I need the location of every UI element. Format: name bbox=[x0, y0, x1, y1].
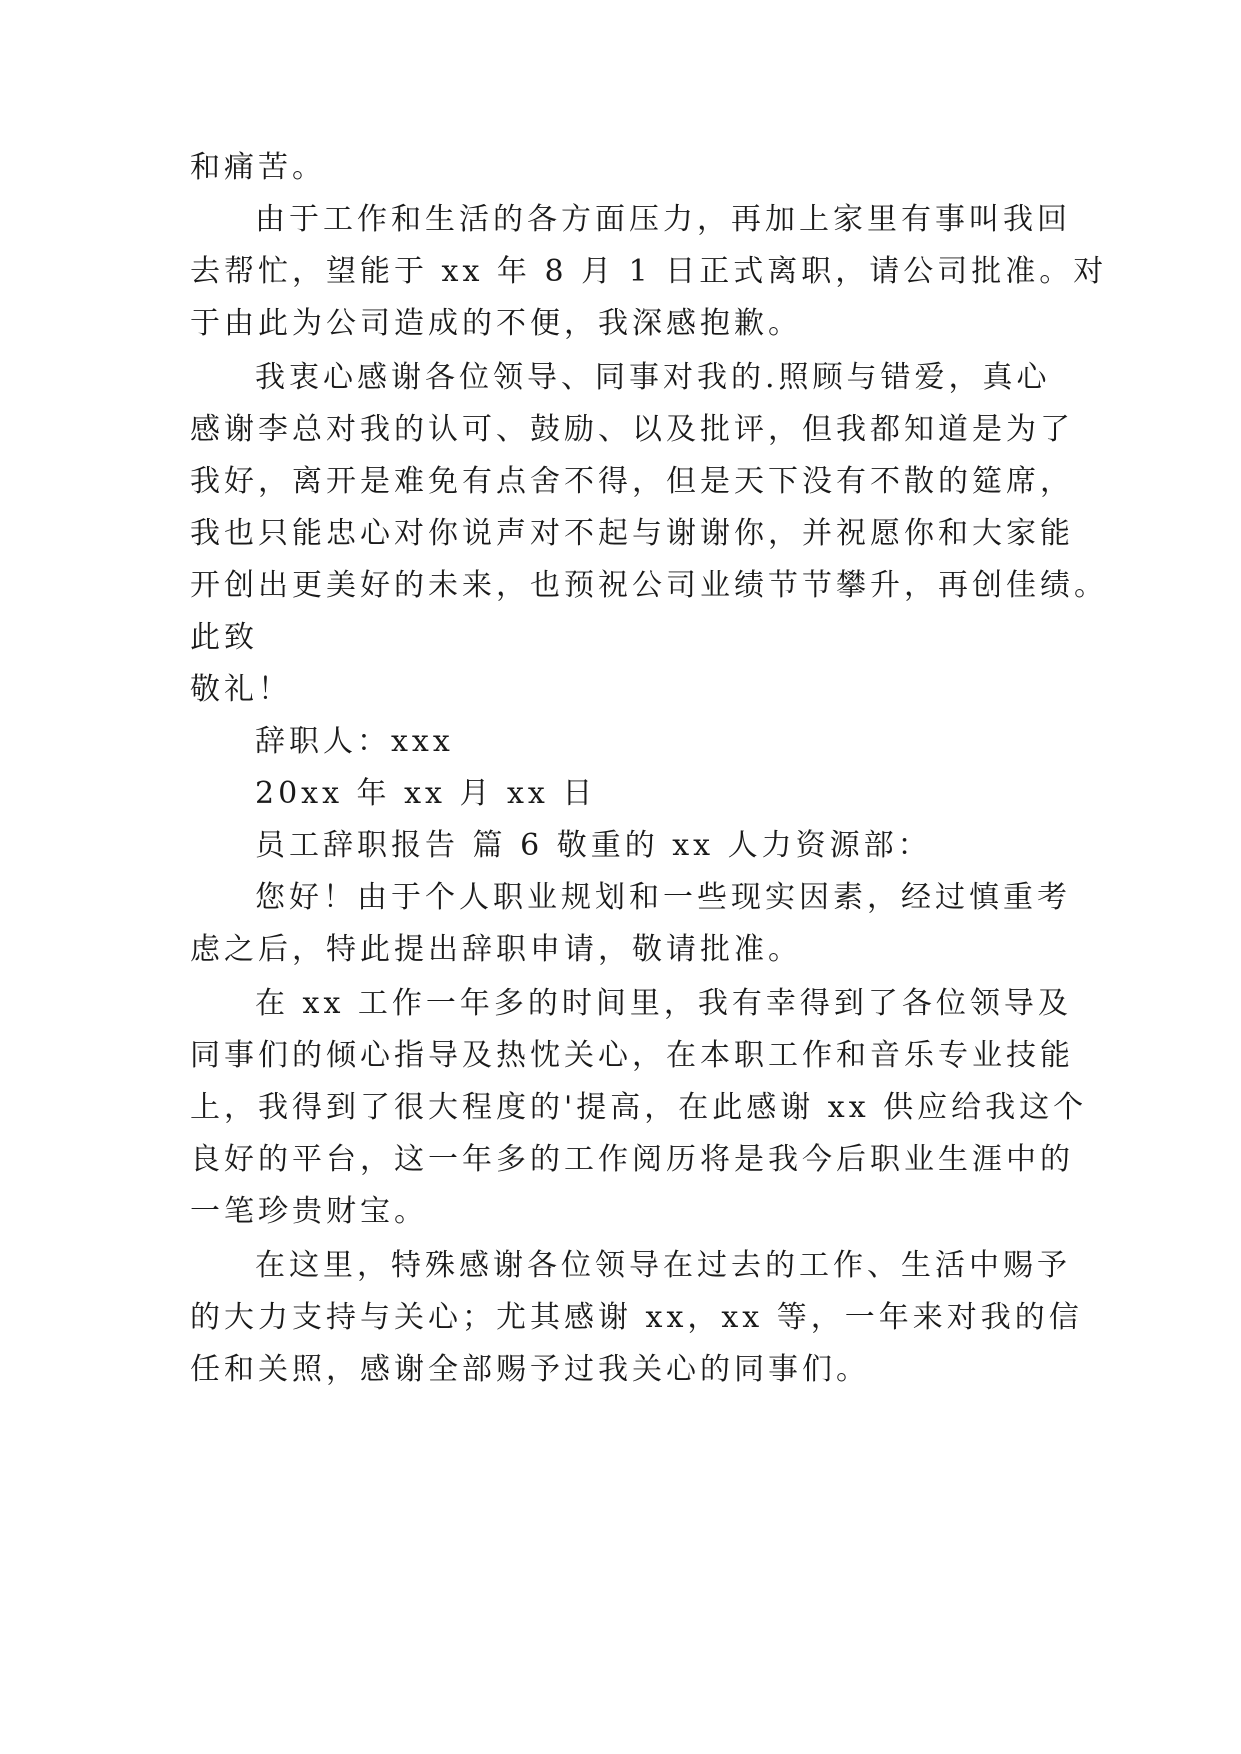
text-line: 我衷心感谢各位领导、同事对我的.照顾与错爱，真心 bbox=[255, 360, 1051, 395]
text-line: 和痛苦。 bbox=[190, 150, 326, 185]
text-line: 在这里，特殊感谢各位领导在过去的工作、生活中赐予 bbox=[255, 1248, 1071, 1283]
text-line: 由于工作和生活的各方面压力，再加上家里有事叫我回 bbox=[255, 202, 1071, 237]
text-line: 去帮忙，望能于 xx 年 8 月 1 日正式离职，请公司批准。对 bbox=[190, 254, 1108, 289]
text-line: 上，我得到了很大程度的'提高，在此感谢 xx 供应给我这个 bbox=[190, 1090, 1088, 1125]
text-line: 一笔珍贵财宝。 bbox=[190, 1194, 428, 1229]
text-line: 任和关照，感谢全部赐予过我关心的同事们。 bbox=[190, 1352, 870, 1387]
text-line: 此致 bbox=[190, 620, 258, 655]
text-line: 在 xx 工作一年多的时间里，我有幸得到了各位领导及 bbox=[255, 986, 1072, 1021]
text-line: 敬礼！ bbox=[190, 672, 292, 707]
text-line: 我好，离开是难免有点舍不得，但是天下没有不散的筵席， bbox=[190, 464, 1074, 499]
text-line: 员工辞职报告 篇 6 敬重的 xx 人力资源部： bbox=[255, 828, 932, 863]
text-line: 同事们的倾心指导及热忱关心，在本职工作和音乐专业技能 bbox=[190, 1038, 1074, 1073]
text-line: 感谢李总对我的认可、鼓励、以及批评，但我都知道是为了 bbox=[190, 412, 1074, 447]
text-line: 的大力支持与关心；尤其感谢 xx，xx 等，一年来对我的信 bbox=[190, 1300, 1083, 1335]
text-line: 虑之后，特此提出辞职申请，敬请批准。 bbox=[190, 932, 802, 967]
text-line: 于由此为公司造成的不便，我深感抱歉。 bbox=[190, 306, 802, 341]
text-line: 辞职人：xxx bbox=[255, 724, 454, 759]
text-line: 开创出更美好的未来，也预祝公司业绩节节攀升，再创佳绩。 bbox=[190, 568, 1108, 603]
text-line: 您好！由于个人职业规划和一些现实因素，经过慎重考 bbox=[255, 880, 1071, 915]
text-line: 我也只能忠心对你说声对不起与谢谢你，并祝愿你和大家能 bbox=[190, 516, 1074, 551]
text-line: 良好的平台，这一年多的工作阅历将是我今后职业生涯中的 bbox=[190, 1142, 1074, 1177]
text-line: 20xx 年 xx 月 xx 日 bbox=[255, 776, 597, 811]
